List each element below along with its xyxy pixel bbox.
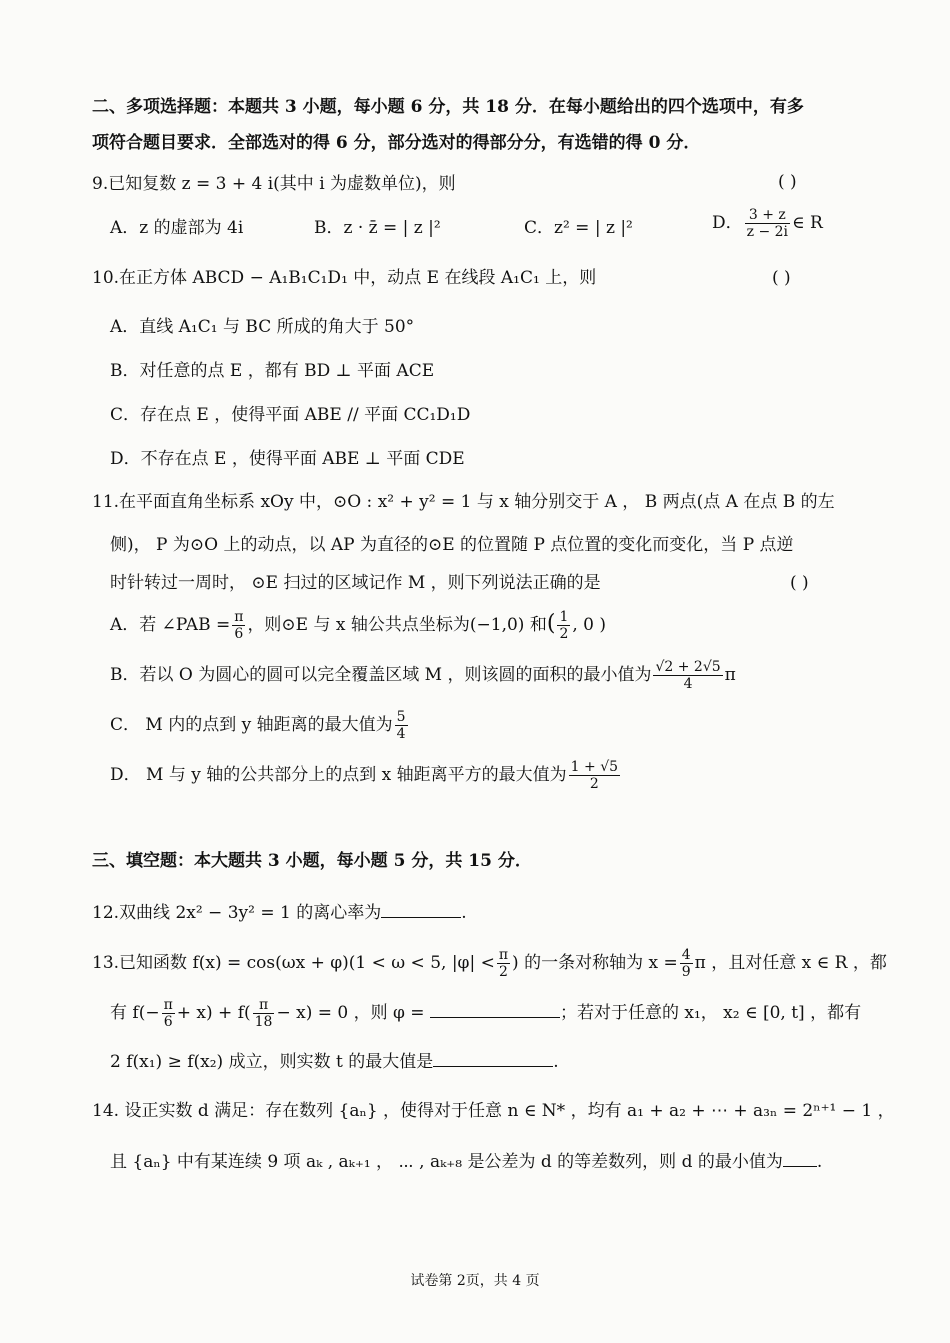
section2-heading-line2: 项符合题目要求．全部选对的得 6 分，部分选对的得部分分，有选错的得 0 分． [92,133,701,153]
q13-f2-den: 9 [681,964,691,980]
q11-stem-line2: 侧)， P 为⊙O 上的动点，以 AP 为直径的⊙E 的位置随 P 点位置的变化而变化，当 P 点逆 [110,535,794,555]
q11-option-d-fraction [569,759,620,792]
q13-fraction-4-9 [680,947,693,980]
q13-phi-answer-blank[interactable] [430,999,560,1018]
q10-stem: 10.在正方体 ABCD − A₁B₁C₁D₁ 中，动点 E 在线段 A₁C₁ 上，则 [92,268,597,288]
q13-f3-den: 6 [163,1014,173,1030]
q13-line2-d: ；若对于任意的 x₁， x₂ ∈ [0, t] ，都有 [559,1003,862,1023]
q13-line1-a: 13.已知函数 f(x) = cos(ωx + φ)(1 < ω < 5, |φ| < [92,953,495,973]
q13-line2-b: + x) + f( [176,1003,251,1023]
q9-option-d-numerator: 3 + z [745,207,790,224]
q11-option-b [110,659,736,692]
q13-line1-b: ) 的一条对称轴为 x = [512,953,678,973]
q11-stem-line3: 时针转过一周时， ⊙E 扫过的区域记作 M ，则下列说法正确的是 [110,573,601,593]
q13-line1-c: π ，且对任意 x ∈ R ，都 [694,953,887,973]
q13-fraction-pi-2 [497,947,510,980]
q11-option-b-suffix: π [724,665,736,685]
q11-option-a: A．若 ∠PAB = $\frac{\pi}{6}$ ，则⊙E 与 x 轴公共点坐标为(−1,0) 和( $\frac{1}{2}$ , 0 ) [110,609,607,642]
q13-fraction-pi-6 [162,997,175,1030]
q14-line1: 14. 设正实数 d 满足：存在数列 {aₙ} ，使得对于任意 n ∈ N* ，均有 a₁ + a₂ + ⋯ + a₃ₙ = 2ⁿ⁺¹ − 1 ， [92,1101,895,1121]
q13-fraction-pi-18 [253,997,275,1030]
q11-option-a-prefix: A．若 ∠PAB = [110,615,231,635]
q11-option-a-fraction [232,609,245,642]
q9-option-d [712,207,823,240]
page-footer: 试卷第 2页，共 4 页 [410,1273,540,1289]
q13-f1-den: 2 [498,964,508,980]
q13-line3-a: 2 f(x₁) ≥ f(x₂) 成立，则实数 t 的最大值是 [110,1052,434,1072]
q11-option-a-suffix: , 0 ) [572,615,607,635]
q9-option-d-prefix: D． [712,213,743,233]
q9-option-d-denominator: z − 2i [746,224,789,240]
q14-line2-text: 且 {aₙ} 中有某连续 9 项 aₖ , aₖ₊₁ ， ⋯ , aₖ₊₈ 是公差为 d 的等差数列，则 d 的最小值为 [110,1152,783,1172]
q11-option-c-fraction [395,709,408,742]
q14-end: . [816,1152,823,1172]
q11-option-b-num: √2 + 2√5 [655,659,721,675]
q13-f4-den: 18 [254,1014,273,1030]
q13-f2-num: 4 [681,947,691,963]
q13-f1-num: π [498,947,509,963]
q10-option-a: A．直线 A₁C₁ 与 BC 所成的角大于 50° [110,317,415,337]
q11-option-c-num: 5 [396,709,406,725]
q11-option-a-mid: ，则⊙E 与 x 轴公共点坐标为(−1,0) 和 [247,615,547,635]
q11-stem-line1: 11.在平面直角坐标系 xOy 中，⊙O : x² + y² = 1 与 x 轴分别交于 A ， B 两点(点 A 在点 B 的左 [92,492,835,512]
q13-line2-c: − x) = 0 ，则 φ = [276,1003,425,1023]
q11-option-b-den: 4 [683,676,693,692]
q11-option-c [110,709,410,742]
q9-option-c: C．z² = | z |² [524,218,633,238]
q13-line3 [110,1048,559,1074]
q9-option-b: B．z · z̄ = | z |² [314,218,441,238]
q11-option-a-num2: 1 [559,609,569,625]
q11-option-d [110,759,622,792]
q13-t-answer-blank[interactable] [433,1048,553,1067]
q11-option-a-den: 6 [234,626,244,642]
q12-stem [92,899,467,925]
q14-answer-blank[interactable] [783,1148,817,1167]
q10-option-b: B．对任意的点 E ，都有 BD ⊥ 平面 ACE [110,361,435,381]
q9-option-d-suffix: ∈ R [792,213,823,233]
q11-option-a-num: π [234,609,244,625]
q9-option-a: A．z 的虚部为 4i [110,218,244,238]
q13-f4-num: π [253,997,275,1014]
q12-text: 12.双曲线 2x² − 3y² = 1 的离心率为 [92,903,382,923]
q13-line2-a: 有 f(− [110,1003,160,1023]
q10-option-c: C．存在点 E ，使得平面 ABE // 平面 CC₁D₁D [110,405,471,425]
q9-stem: 9.已知复数 z = 3 + 4 i(其中 i 为虚数单位)，则 [92,174,456,194]
q11-option-a-den2: 2 [559,626,569,642]
q11-option-b-fraction [653,659,722,692]
q12-end: . [461,903,467,923]
section2-heading-line1: 二、多项选择题：本题共 3 小题，每小题 6 分，共 18 分．在每小题给出的四个选项中，有多 [92,97,804,117]
q9-option-d-fraction [745,207,790,240]
q13-line1 [92,947,887,980]
q12-answer-blank[interactable] [381,899,461,918]
q11-option-c-prefix: C． M 内的点到 y 轴距离的最大值为 [110,715,393,735]
q11-option-c-den: 4 [396,726,406,742]
q9-answer-paren: ( ) [778,172,797,192]
q13-line2 [110,997,861,1030]
q11-option-b-prefix: B．若以 O 为圆心的圆可以完全覆盖区域 M ，则该圆的面积的最小值为 [110,665,652,685]
q11-option-d-num: 1 + √5 [570,759,619,775]
q11-answer-paren: ( ) [790,573,809,593]
q11-option-a-fraction2 [557,609,570,642]
q11-option-d-den: 2 [589,776,599,792]
q13-line3-end: . [553,1052,559,1072]
q14-line2 [110,1148,822,1174]
q10-option-d: D．不存在点 E ，使得平面 ABE ⊥ 平面 CDE [110,449,465,469]
section3-heading: 三、填空题：本大题共 3 小题，每小题 5 分，共 15 分． [92,851,532,871]
q10-answer-paren: ( ) [772,268,791,288]
q11-option-d-prefix: D． M 与 y 轴的公共部分上的点到 x 轴距离平方的最大值为 [110,765,567,785]
q13-f3-num: π [163,997,173,1013]
